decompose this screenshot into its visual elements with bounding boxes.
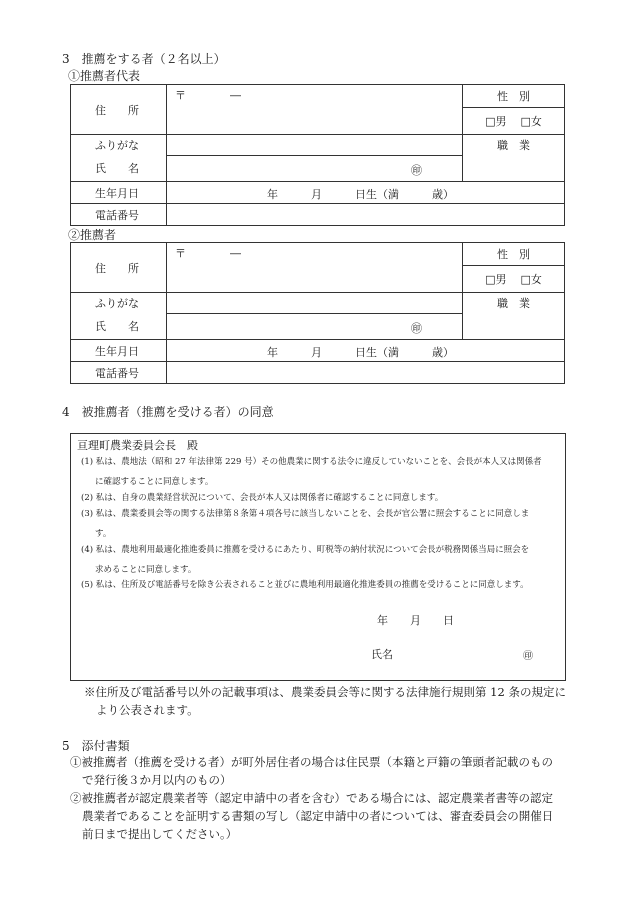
- seal-mark: ㊞: [411, 164, 422, 177]
- consent-addressee: 亘理町農業委員会長 殿: [77, 439, 198, 452]
- furigana-label-cell: [71, 135, 167, 156]
- birthdate-label: 生年月日: [95, 344, 139, 358]
- female-checkbox[interactable]: □女: [520, 273, 542, 286]
- furigana-input-cell[interactable]: [167, 135, 463, 156]
- consent-box: [70, 433, 566, 681]
- furigana-label-cell: [71, 293, 167, 314]
- male-checkbox[interactable]: □男: [485, 115, 507, 128]
- section4-title: 4 被推薦者（推薦を受ける者）の同意: [62, 405, 274, 419]
- consent-item-4: (4) 私は、農地利用最適化推進委員に推薦を受けるにあたり、町税等の納付状況について会長が税務関係当局に照会を: [81, 545, 530, 555]
- gender-options: [463, 266, 565, 293]
- note-line-1: ※住所及び電話番号以外の記載事項は、農業委員会等に関する法律施行規則第 12 条の規定に: [84, 685, 566, 699]
- attachment-line-4: 農業者であることを証明する書類の写し（認定申請中の者については、審査委員会の開催日: [82, 809, 554, 823]
- consent-item-3: (3) 私は、農業委員会等の関する法律第８条第４項各号に該当しないことを、会長が官公署に照会することに同意しま: [81, 509, 530, 519]
- attachment-line-5: 前日まで提出してください。）: [82, 827, 238, 841]
- phone-input-cell[interactable]: [167, 204, 565, 226]
- occupation-label: 職 業: [497, 139, 530, 153]
- gender-label-cell: [463, 85, 565, 108]
- section5-title: 5 添付書類: [62, 739, 130, 753]
- name-label: 氏 名: [95, 162, 139, 176]
- address-input-cell[interactable]: [167, 85, 463, 135]
- rep-label: ①推薦者代表: [68, 69, 141, 83]
- birth-label-cell: [71, 182, 167, 204]
- consent-date[interactable]: 年 月 日: [377, 614, 454, 627]
- consent-item-2: (2) 私は、自身の農業経営状況について、会長が本人又は関係者に確認することに同意します。: [81, 493, 444, 503]
- attachment-line-1: ①被推薦者（推薦を受ける者）が町外居住者の場合は住民票（本籍と戸籍の筆頭者記載のもの: [70, 755, 553, 769]
- male-checkbox[interactable]: □男: [485, 273, 507, 286]
- female-checkbox[interactable]: □女: [520, 115, 542, 128]
- birth-input-cell[interactable]: [167, 182, 565, 204]
- name-label-cell: [71, 314, 167, 340]
- phone-label: 電話番号: [95, 366, 139, 380]
- postal-mark: 〒 ―: [175, 89, 241, 102]
- attachment-line-2: で発行後３か月以内のもの）: [82, 773, 232, 787]
- note-line-2: より公表されます。: [96, 703, 199, 717]
- phone-label: 電話番号: [95, 208, 139, 222]
- occupation-label-cell: [463, 293, 565, 314]
- name-label: 氏 名: [95, 320, 139, 334]
- phone-input-cell[interactable]: [167, 362, 565, 384]
- occupation-input-cell[interactable]: [463, 314, 565, 340]
- attachment-line-3: ②被推薦者が認定農業者等（認定申請中の者を含む）である場合には、認定農業者書等の認定: [70, 791, 553, 805]
- name-input-cell[interactable]: [167, 314, 463, 340]
- rec-table: [70, 242, 565, 384]
- consent-item-1: (1) 私は、農地法（昭和 27 年法律第 229 号）その他農業に関する法令に違反していないことを、会長が本人又は関係者: [81, 457, 542, 467]
- name-input-cell[interactable]: [167, 156, 463, 182]
- address-label-cell: [71, 85, 167, 135]
- name-label-cell: [71, 156, 167, 182]
- address-label: 住 所: [95, 261, 139, 275]
- section3-title: 3 推薦をする者（２名以上）: [62, 52, 226, 66]
- gender-label: 性 別: [497, 248, 530, 261]
- consent-item-5: (5) 私は、住所及び電話番号を除き公表されること並びに農地利用最適化推進委員の推薦を受けることに同意します。: [81, 580, 529, 590]
- furigana-input-cell[interactable]: [167, 293, 463, 314]
- birth-input-cell[interactable]: [167, 340, 565, 362]
- consent-seal-mark: ㊞: [523, 651, 533, 662]
- birthdate-label: 生年月日: [95, 186, 139, 200]
- gender-label-cell: [463, 243, 565, 266]
- phone-label-cell: [71, 362, 167, 384]
- furigana-label: ふりがな: [95, 139, 139, 153]
- phone-label-cell: [71, 204, 167, 226]
- birth-label-cell: [71, 340, 167, 362]
- address-input-cell[interactable]: [167, 243, 463, 293]
- gender-label: 性 別: [497, 90, 530, 103]
- furigana-label: ふりがな: [95, 297, 139, 311]
- address-label: 住 所: [95, 103, 139, 117]
- occupation-label: 職 業: [497, 297, 530, 311]
- rec-label: ②推薦者: [68, 228, 117, 242]
- consent-item-3-cont: す。: [95, 529, 112, 539]
- consent-name-label: 氏名: [371, 648, 393, 661]
- rep-table: [70, 84, 565, 226]
- address-label-cell: [71, 243, 167, 293]
- seal-mark: ㊞: [411, 322, 422, 335]
- birth-fields: 年 月 日生（満 歳）: [267, 188, 454, 201]
- consent-item-4-cont: 求めることに同意します。: [95, 565, 197, 575]
- occupation-label-cell: [463, 135, 565, 156]
- gender-options: [463, 108, 565, 135]
- consent-item-1-cont: に確認することに同意します。: [95, 477, 214, 487]
- postal-mark: 〒 ―: [175, 247, 241, 260]
- birth-fields: 年 月 日生（満 歳）: [267, 346, 454, 359]
- occupation-input-cell[interactable]: [463, 156, 565, 182]
